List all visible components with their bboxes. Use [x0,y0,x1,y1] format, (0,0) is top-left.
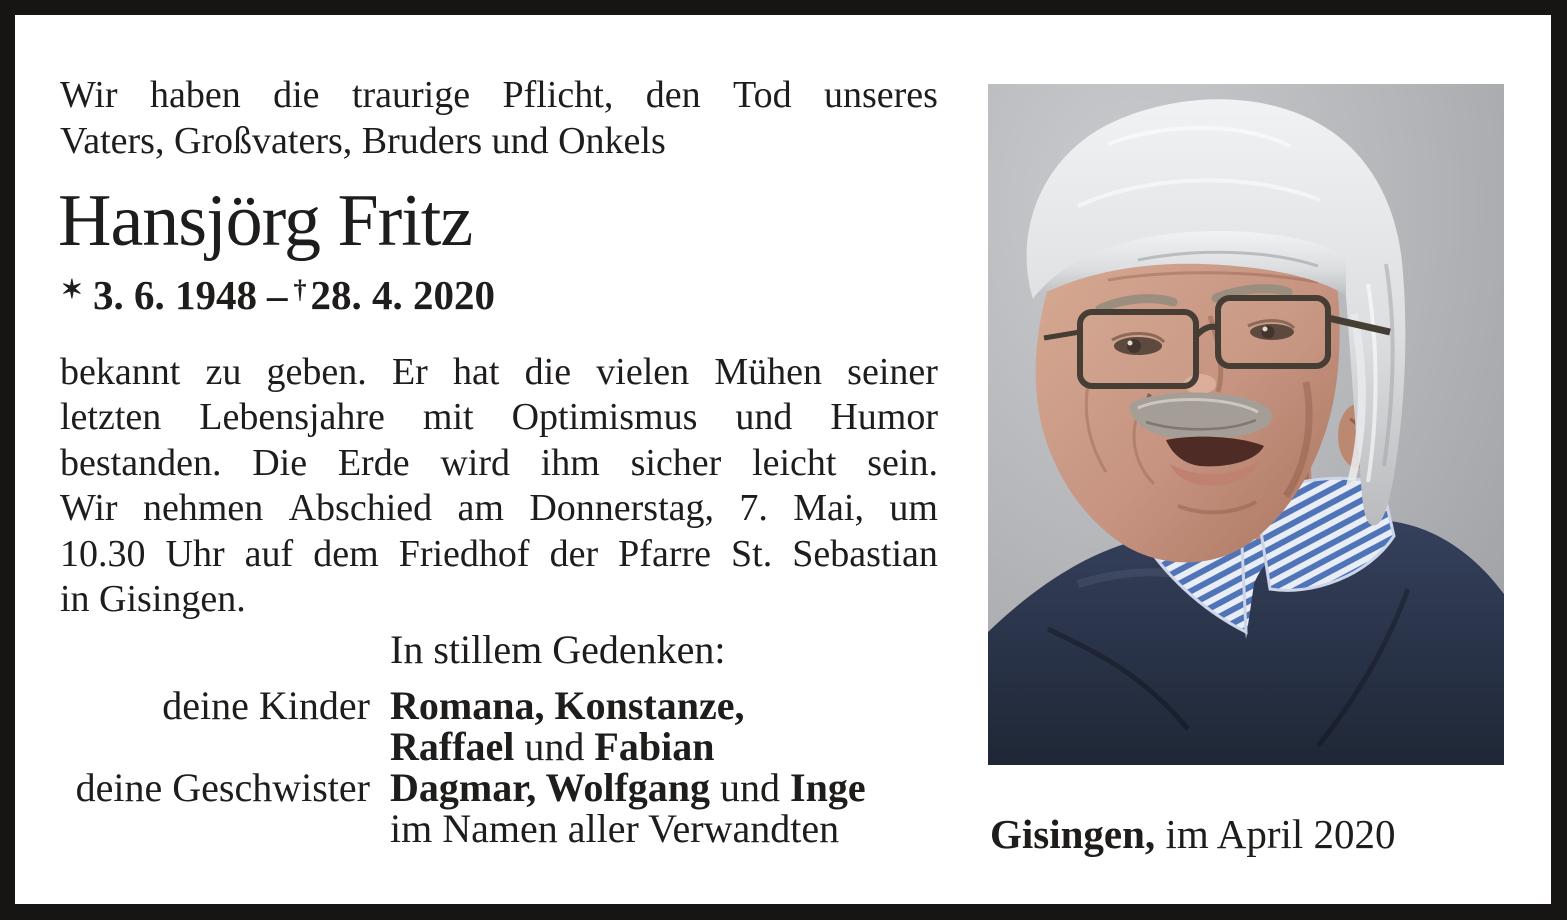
portrait-photo-illustration [988,84,1504,765]
siblings-label: deine Geschwister [75,765,370,810]
body-line: letzten Lebensjahre mit Optimismus und Humor [60,396,938,439]
children-names: Romana, Konstanze, [390,683,745,728]
announcement-text [60,350,938,622]
death-date: 28. 4. 2020 [310,272,496,318]
dates-separator: – [267,272,288,318]
memorial-heading: In stillem Gedenken: [390,627,726,672]
intro-text [60,72,938,164]
death-cross-icon: † [293,275,307,304]
body-line: in Gisingen. [60,578,246,621]
sibling-name: Inge [790,765,866,810]
body-line: bestanden. Die Erde wird ihm sicher leicht sein. [60,441,938,484]
closing-place: Gisingen, [990,811,1156,857]
closing-place-date [990,812,1396,856]
relatives-note: im Namen aller Verwandten [390,806,840,851]
empty-label-cell [60,726,370,767]
conjunction: und [720,765,781,810]
children-label: deine Kinder [162,683,370,728]
birth-date: 3. 6. 1948 [93,272,258,318]
birth-star-icon: ✶ [61,275,83,304]
children-names-continued [390,726,960,767]
deceased-name: Hansjörg Fritz [58,180,473,262]
siblings-names [390,767,960,808]
body-line: bekannt zu geben. Er hat die vielen Mühen seiner [60,351,938,393]
life-dates [61,272,495,324]
child-name: Raffael [390,724,515,769]
obituary-card [15,15,1551,904]
body-line: 10.30 Uhr auf dem Friedhof der Pfarre St. Sebastian [60,532,938,575]
portrait-photo [988,84,1504,765]
sibling-names: Dagmar, Wolfgang [390,765,711,810]
empty-label-cell [60,808,370,849]
conjunction: und [524,724,585,769]
child-name: Fabian [594,724,715,769]
body-line: Wir nehmen Abschied am Donnerstag, 7. Mai, um [60,487,938,530]
intro-line-1: Wir haben die traurige Pflicht, den Tod unseres [60,74,938,116]
mourners-list [60,685,960,849]
intro-line-2: Vaters, Großvaters, Bruders und Onkels [60,120,666,162]
closing-date: im April 2020 [1165,811,1396,857]
